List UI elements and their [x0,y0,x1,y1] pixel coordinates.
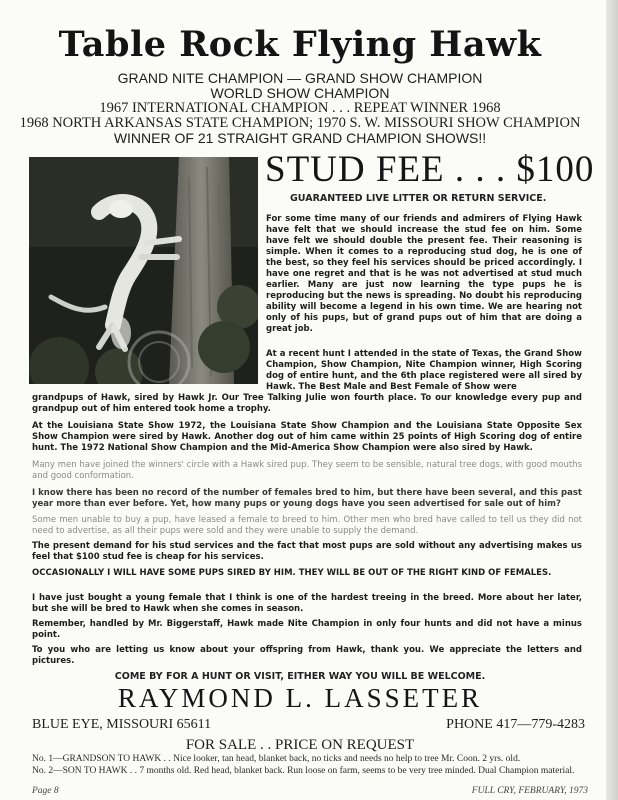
owner-phone: PHONE 417—779-4283 [446,717,585,732]
paragraph-8: The present demand for his stud services and the fact that most pups are sold without any advertising makes us feel that $100 stud fee is cheap for his services. [32,541,582,562]
paragraph-6: I know there has been no record of the number of females bred to him, but there have been several, and this past year more than ever before. Yet, how many pups or young dogs have you seen advertised for sale out of him? [32,488,582,509]
paragraph-5: Many men have joined the winners' circle with a Hawk sired pup. They seem to be sensible, natural tree dogs, with good mouths and good conformation. [32,460,582,481]
headline-2: WORLD SHOW CHAMPION [210,85,390,101]
paragraph-11: Remember, handled by Mr. Biggerstaff, Hawk made Nite Champion in only four hunts and did not have a minus point. [32,619,582,640]
sale-item-2: No. 2—SON TO HAWK . . 7 months old. Red head, blanket back. Run loose on farm, seems to be very tree minded. Dual Champion material. [32,766,575,776]
paragraph-7: Some men unable to buy a pup, have leased a female to breed to him. Other men who bred have called to tell us they did not need to advertise, as all their pups were sold and they were unable to supply the demand. [32,515,582,536]
paragraph-1: For some time many of our friends and admirers of Flying Hawk have felt that we should increase the stud fee on him. Some have felt we should double the present fee. Their reasoning is simple. When it comes to a reproducing stud dog, he is one of the best, so they feel his services should be priced accordingly. I have one regret and that is he was not advertised at stud much earlier. Many are just now learning the type pups he is reproducing but the news is spreading. No doubt his reproducing ability will become a legend in his own time. We are hearing not only of his pups, but of grand pups out of him that are doing a great job. [266,214,582,334]
paragraph-4: At the Louisiana State Show 1972, the Louisiana State Show Champion and the Louisiana State Opposite Sex Show Champion were sired by Hawk. Another dog out of him came within 25 points of High Scoring dog of entire hunt. The 1972 National Show Champion and the Mid-America Show Champion were also sired by Hawk. [32,421,582,453]
stud-fee-heading: STUD FEE . . . $100 [265,149,595,190]
paragraph-3: grandpups of Hawk, sired by Hawk Jr. Our Tree Talking Julie won fourth place. To our knowledge every pup and grandpup out of him entered took home a trophy. [32,393,582,414]
headline-4: 1968 NORTH ARKANSAS STATE CHAMPION; 1970 S. W. MISSOURI SHOW CHAMPION [19,115,581,131]
paragraph-9: OCCASIONALLY I WILL HAVE SOME PUPS SIRED BY HIM. THEY WILL BE OUT OF THE RIGHT KIND OF FEMALES. [32,568,552,578]
publication-line: FULL CRY, FEBRUARY, 1973 [471,786,588,796]
ad-title: Table Rock Flying Hawk [58,24,542,65]
headline-1: GRAND NITE CHAMPION — GRAND SHOW CHAMPION [117,70,483,86]
page-number: Page 8 [32,786,59,796]
owner-address: BLUE EYE, MISSOURI 65611 [32,717,212,732]
page-edge [606,0,618,800]
paragraph-10: I have just bought a young female that I think is one of the hardest treeing in the breed. More about her later, but she will be bred to Hawk when she comes in season. [32,593,582,614]
paragraph-2: At a recent hunt I attended in the state of Texas, the Grand Show Champion, Show Champion, Nite Champion winner, High Scoring dog of entire hunt, and the 6th place registered were all sired by Hawk. The Best Male and Best Female of Show were [266,349,582,392]
sale-item-1: No. 1—GRANDSON TO HAWK . . Nice looker, tan head, blanket back, no ticks and needs no help to tree Mr. Coon. 2 yrs. old. [32,754,521,764]
for-sale-heading: FOR SALE . . PRICE ON REQUEST [185,737,415,753]
guarantee-line: GUARANTEED LIVE LITTER OR RETURN SERVICE. [290,193,547,204]
headline-3: 1967 INTERNATIONAL CHAMPION . . . REPEAT WINNER 1968 [99,100,501,116]
invitation-line: COME BY FOR A HUNT OR VISIT, EITHER WAY YOU WILL BE WELCOME. [114,671,486,682]
paragraph-12: To you who are letting us know about your offspring from Hawk, thank you. We appreciate the letters and pictures. [32,645,582,666]
dog-photo [29,157,258,384]
owner-name: RAYMOND L. LASSETER [117,683,483,713]
headline-5: WINNER OF 21 STRAIGHT GRAND CHAMPION SHOWS!! [113,130,487,146]
